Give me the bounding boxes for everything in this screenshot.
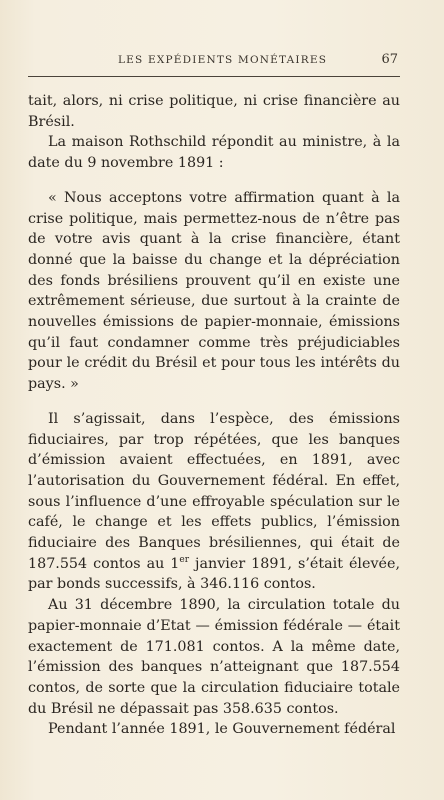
paragraph-emissions bbox=[28, 409, 400, 595]
page-number: 67 bbox=[381, 52, 398, 67]
paragraph-1891: Pendant l’année 1891, le Gouvernement fédéral bbox=[48, 721, 396, 738]
superscript-er: er bbox=[179, 555, 190, 565]
paragraph-emissions-part2: janvier 1891, s’était élevée, par bonds successifs, à 346.116 contos. bbox=[28, 555, 400, 593]
paragraph-circulation: Au 31 décembre 1890, la circulation totale du papier-monnaie d’Etat — émission fédérale — était exactement de 171.081 contos. A la même date, l’émission des banques n’atteignant que 187.554 contos, de sorte que la circulation fiduciaire totale du Brésil ne dépassait pas 358.635 contos. bbox=[28, 597, 400, 717]
running-head: LES EXPÉDIENTS MONÉTAIRES bbox=[118, 54, 328, 66]
paragraph-continuation: tait, alors, ni crise politique, ni crise financière au Brésil. bbox=[28, 93, 400, 130]
paragraph-emissions-part1: Il s’agissait, dans l’espèce, des émissions fiduciaires, par trop répétées, que les banques d’émission avaient effectuées, en 1891, avec l’autorisation du Gouvernement fédéral. En effet, sous l’influence d’une effroyable spéculation sur le café, le change et les effets publics, l’émission fiduciaire des Banques brésiliennes, qui était de 187.554 contos au 1 bbox=[28, 410, 400, 572]
page-header bbox=[28, 52, 400, 77]
body-text bbox=[28, 91, 400, 740]
block-quote: « Nous acceptons votre affirmation quant à la crise politique, mais permettez-nous de n’être pas de votre avis quant à la crise financière, étant donné que la baisse du change et la dépréciation des fonds brésiliens prouvent qu’il en existe une extrêmement sérieuse, due surtout à la crainte de nouvelles émissions de papier-monnaie, émissions qu’il faut condamner comme très préjudiciables pour le crédit du Brésil et pour tous les intérêts du pays. » bbox=[28, 189, 400, 393]
spacer bbox=[28, 395, 400, 409]
spacer bbox=[28, 174, 400, 188]
paragraph-rothschild-reply: La maison Rothschild répondit au ministre, à la date du 9 novembre 1891 : bbox=[28, 134, 400, 172]
